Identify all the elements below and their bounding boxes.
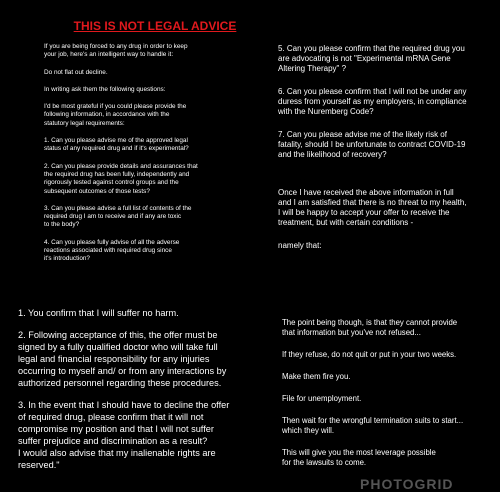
- question-1: 1. Can you please advise me of the approved legal status of any required drug and if it's experimental?: [44, 137, 189, 153]
- top-left-panel: [44, 20, 266, 273]
- point-paragraph: The point being though, is that they cannot provide that information but you've not refused...: [282, 318, 458, 337]
- termination-line: Then wait for the wrongful termination suits to start... which they will.: [282, 416, 464, 435]
- ask-questions-line: In writing ask them the following questions:: [44, 85, 166, 93]
- namely-line: namely that:: [278, 241, 322, 250]
- question-6: 6. Can you please confirm that I will not be under any duress from yourself as my employers, in compliance with the Nuremberg Code?: [278, 87, 467, 116]
- bottom-left-panel: [18, 307, 276, 481]
- condition-2: 2. Following acceptance of this, the offer must be signed by a fully qualified doctor who will take full legal and financial responsibility for any injuries occurring to myself and/ or from any interactions by authorized personnel regarding these procedures.: [18, 330, 227, 388]
- condition-1: 1. You confirm that I will suffer no harm.: [18, 308, 179, 318]
- fire-line: Make them fire you.: [282, 372, 351, 381]
- acceptance-paragraph: Once I have received the above information in full and I am satisfied that there is no threat to my health, I will be happy to accept your offer to receive the treatment, but with certain conditions -: [278, 188, 467, 227]
- leverage-line: This will give you the most leverage possible for the lawsuits to come.: [282, 448, 436, 467]
- question-2: 2. Can you please provide details and assurances that the required drug has been fully, independently and rigorously tested against control groups and the subsequent outcomes of those tests?: [44, 162, 198, 195]
- question-5: 5. Can you please confirm that the required drug you are advocating is not "Experimental mRNA Gene Altering Therapy" ?: [278, 44, 465, 73]
- question-3: 3. Can you please advise a full list of contents of the required drug I am to receive and if any are toxic to the body?: [44, 204, 192, 229]
- intro-paragraph: If you are being forced to any drug in order to keep your job, here's an intelligent way to handle it:: [44, 43, 188, 59]
- question-7: 7. Can you please advise me of the likely risk of fatality, should I be unfortunate to contract COVID-19 and the likelihood of recovery?: [278, 130, 466, 159]
- question-4: 4. Can you please fully advise of all the adverse reactions associated with required drug since it's introduction?: [44, 238, 180, 263]
- refuse-line: If they refuse, do not quit or put in your two weeks.: [282, 350, 457, 359]
- unemployment-line: File for unemployment.: [282, 394, 362, 403]
- top-right-panel: [278, 44, 492, 264]
- bottom-right-panel: [282, 318, 496, 480]
- page-title: THIS IS NOT LEGAL ADVICE: [73, 19, 237, 33]
- request-paragraph: I'd be most grateful if you could please provide the following information, in accordance with the statutory legal requirements:: [44, 103, 187, 127]
- do-not-decline-line: Do not flat out decline.: [44, 68, 108, 76]
- condition-3: 3. In the event that I should have to decline the offer of required drug, please confirm that it will not compromise my position and that I will not suffer suffer prejudice and discrimination as a result? I would also advise that my inalienable rights are reserved.": [18, 400, 230, 470]
- watermark: PHOTOGRID: [360, 477, 454, 492]
